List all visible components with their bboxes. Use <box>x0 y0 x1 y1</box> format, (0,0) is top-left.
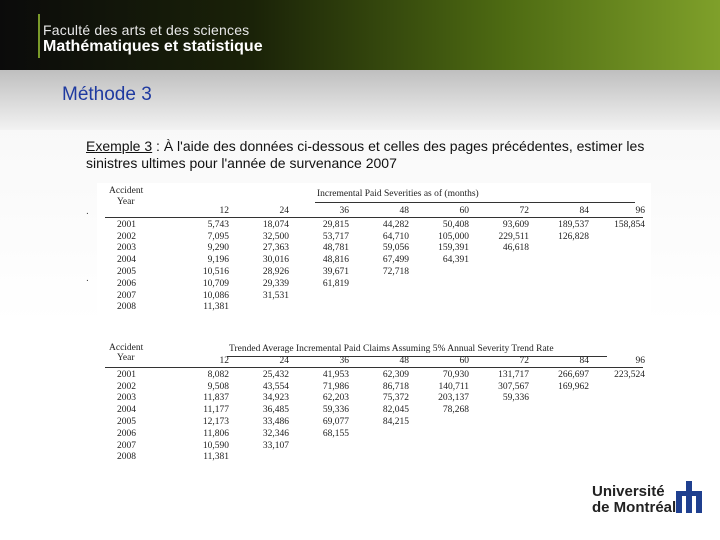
month-header-cell: 84 <box>579 355 589 366</box>
value-cell: 27,363 <box>262 243 289 254</box>
table2-body <box>97 369 645 463</box>
table-row <box>97 302 645 314</box>
table-row <box>97 428 645 440</box>
month-header-cell: 96 <box>635 355 645 366</box>
faculty-name: Faculté des arts et des sciences <box>43 22 250 38</box>
example-text: : À l'aide des données ci-dessous et celles des pages précédentes, estimer les sinistres ultimes pour l'année de survenance 2007 <box>86 138 645 171</box>
table-row <box>97 219 645 231</box>
value-cell <box>469 266 529 278</box>
value-cell <box>589 254 645 266</box>
value-cell: 203,137 <box>438 393 469 404</box>
value-cell: 29,815 <box>322 219 349 230</box>
value-cell: 11,381 <box>203 452 229 463</box>
value-cell <box>409 290 469 302</box>
accident-year-cell: 2005 <box>117 417 136 428</box>
accident-year-cell: 2007 <box>117 440 136 451</box>
value-cell: 44,282 <box>382 219 409 230</box>
accident-year-cell: 2001 <box>117 219 136 230</box>
value-cell: 11,806 <box>203 428 229 439</box>
month-header-cell: 84 <box>579 205 589 216</box>
value-cell: 11,177 <box>203 405 229 416</box>
value-cell: 68,155 <box>322 428 349 439</box>
value-cell <box>529 416 589 428</box>
month-header-cell: 48 <box>399 355 409 366</box>
value-cell <box>289 452 349 464</box>
value-cell <box>469 440 529 452</box>
value-cell: 10,086 <box>202 290 229 301</box>
value-cell <box>409 278 469 290</box>
value-cell: 43,554 <box>262 381 289 392</box>
table-row <box>97 369 645 381</box>
value-cell: 34,923 <box>262 393 289 404</box>
value-cell: 158,854 <box>614 219 645 230</box>
value-cell: 50,408 <box>442 219 469 230</box>
value-cell: 93,609 <box>502 219 529 230</box>
table-row <box>97 440 645 452</box>
value-cell <box>349 302 409 314</box>
value-cell: 159,391 <box>438 243 469 254</box>
table-row <box>97 381 645 393</box>
value-cell <box>349 452 409 464</box>
slide-title: Méthode 3 <box>62 84 152 105</box>
table-row <box>97 290 645 302</box>
value-cell: 53,717 <box>322 231 349 242</box>
intro-text <box>86 138 686 172</box>
month-header-cell: 24 <box>279 355 289 366</box>
accident-year-cell: 2002 <box>117 381 136 392</box>
value-cell: 229,511 <box>498 231 529 242</box>
value-cell <box>529 404 589 416</box>
value-cell <box>289 290 349 302</box>
value-cell: 10,709 <box>202 278 229 289</box>
month-header-cell: 96 <box>635 205 645 216</box>
table-row <box>97 452 645 464</box>
value-cell <box>469 254 529 266</box>
value-cell: 31,531 <box>262 290 289 301</box>
value-cell: 36,485 <box>262 405 289 416</box>
table-row <box>97 231 645 243</box>
value-cell: 11,837 <box>203 393 229 404</box>
month-header-cell: 36 <box>339 205 349 216</box>
value-cell <box>409 428 469 440</box>
value-cell <box>589 452 645 464</box>
table2-title: Trended Average Incremental Paid Claims Assuming 5% Annual Severity Trend Rate <box>229 344 554 354</box>
value-cell: 29,339 <box>262 278 289 289</box>
value-cell: 71,986 <box>322 381 349 392</box>
table-row <box>97 254 645 266</box>
month-header-row <box>163 355 645 367</box>
value-cell <box>409 416 469 428</box>
accident-year-cell: 2002 <box>117 231 136 242</box>
value-cell <box>349 290 409 302</box>
table-row <box>97 416 645 428</box>
value-cell <box>469 278 529 290</box>
value-cell: 59,336 <box>502 393 529 404</box>
value-cell <box>589 243 645 255</box>
header-rule <box>105 217 643 218</box>
value-cell <box>229 452 289 464</box>
value-cell: 46,618 <box>502 243 529 254</box>
accident-year-cell: 2001 <box>117 369 136 380</box>
header-divider <box>38 14 40 58</box>
bullet-dot: . <box>86 273 89 284</box>
logo-line1: Université <box>592 483 665 500</box>
accident-year-cell: 2007 <box>117 290 136 301</box>
value-cell <box>289 440 349 452</box>
universite-de-montreal-logo <box>590 475 715 520</box>
value-cell: 32,500 <box>262 231 289 242</box>
month-header-cell: 60 <box>459 355 469 366</box>
value-cell: 62,309 <box>382 369 409 380</box>
header-rule <box>105 367 643 368</box>
value-cell <box>589 231 645 243</box>
value-cell: 126,828 <box>558 231 589 242</box>
value-cell: 82,045 <box>382 405 409 416</box>
value-cell <box>589 416 645 428</box>
accident-year-cell: 2006 <box>117 428 136 439</box>
value-cell <box>409 302 469 314</box>
value-cell: 131,717 <box>498 369 529 380</box>
value-cell <box>529 302 589 314</box>
value-cell <box>469 452 529 464</box>
value-cell: 140,711 <box>438 381 469 392</box>
month-header-cell: 24 <box>279 205 289 216</box>
value-cell: 266,697 <box>558 369 589 380</box>
value-cell: 9,196 <box>207 255 229 266</box>
accident-year-cell: 2005 <box>117 267 136 278</box>
value-cell <box>529 393 589 405</box>
value-cell: 10,516 <box>202 267 229 278</box>
table-row <box>97 404 645 416</box>
value-cell: 223,524 <box>614 369 645 380</box>
value-cell <box>469 404 529 416</box>
value-cell <box>469 416 529 428</box>
value-cell: 61,819 <box>322 278 349 289</box>
value-cell: 189,537 <box>558 219 589 230</box>
value-cell: 39,671 <box>322 267 349 278</box>
accident-year-cell: 2004 <box>117 405 136 416</box>
value-cell <box>409 266 469 278</box>
value-cell <box>589 266 645 278</box>
value-cell <box>589 381 645 393</box>
value-cell: 72,718 <box>382 267 409 278</box>
data-table-image <box>97 183 651 466</box>
table-row <box>97 266 645 278</box>
value-cell: 9,290 <box>207 243 229 254</box>
value-cell: 30,016 <box>262 255 289 266</box>
value-cell: 67,499 <box>382 255 409 266</box>
value-cell <box>349 278 409 290</box>
year-header: Year <box>117 197 135 207</box>
value-cell: 11,381 <box>203 302 229 313</box>
accident-year-cell: 2008 <box>117 452 136 463</box>
value-cell: 307,567 <box>498 381 529 392</box>
value-cell: 48,816 <box>322 255 349 266</box>
value-cell: 12,173 <box>202 417 229 428</box>
month-header-cell: 12 <box>219 355 229 366</box>
value-cell: 84,215 <box>382 417 409 428</box>
title-underline <box>315 202 635 203</box>
value-cell: 59,336 <box>322 405 349 416</box>
value-cell <box>589 428 645 440</box>
value-cell: 8,082 <box>207 369 229 380</box>
logo-line2: de Montréal <box>592 499 677 516</box>
value-cell <box>589 302 645 314</box>
value-cell: 32,346 <box>262 428 289 439</box>
month-header-cell: 72 <box>519 355 529 366</box>
value-cell: 59,056 <box>382 243 409 254</box>
table-row <box>97 243 645 255</box>
value-cell: 105,000 <box>438 231 469 242</box>
value-cell <box>589 440 645 452</box>
value-cell: 62,203 <box>322 393 349 404</box>
value-cell: 9,508 <box>207 381 229 392</box>
accident-year-cell: 2004 <box>117 255 136 266</box>
value-cell <box>529 266 589 278</box>
value-cell <box>469 290 529 302</box>
accident-year-cell: 2008 <box>117 302 136 313</box>
value-cell: 33,107 <box>262 440 289 451</box>
value-cell <box>349 440 409 452</box>
month-header-cell: 36 <box>339 355 349 366</box>
value-cell <box>589 290 645 302</box>
value-cell: 69,077 <box>322 417 349 428</box>
value-cell: 64,391 <box>442 255 469 266</box>
value-cell <box>529 440 589 452</box>
accident-year-cell: 2003 <box>117 393 136 404</box>
value-cell: 7,095 <box>207 231 229 242</box>
value-cell: 28,926 <box>262 267 289 278</box>
value-cell <box>589 393 645 405</box>
value-cell: 70,930 <box>442 369 469 380</box>
accident-header: Accident <box>109 186 144 196</box>
value-cell <box>589 278 645 290</box>
value-cell <box>529 254 589 266</box>
value-cell: 78,268 <box>442 405 469 416</box>
month-header-cell: 12 <box>219 205 229 216</box>
value-cell <box>529 428 589 440</box>
value-cell <box>409 452 469 464</box>
value-cell <box>589 404 645 416</box>
value-cell: 86,718 <box>382 381 409 392</box>
example-label: Exemple 3 <box>86 138 153 154</box>
logo-emblem-icon <box>674 475 704 515</box>
value-cell <box>349 428 409 440</box>
year-header: Year <box>117 353 135 363</box>
value-cell: 75,372 <box>382 393 409 404</box>
value-cell: 10,590 <box>202 440 229 451</box>
value-cell: 64,710 <box>382 231 409 242</box>
month-header-row <box>163 205 645 217</box>
accident-header: Accident <box>109 343 144 353</box>
value-cell: 48,781 <box>322 243 349 254</box>
value-cell: 33,486 <box>262 417 289 428</box>
table1-body <box>97 219 645 313</box>
department-name: Mathématiques et statistique <box>43 38 263 55</box>
value-cell: 169,962 <box>558 381 589 392</box>
value-cell: 25,432 <box>262 369 289 380</box>
accident-year-cell: 2006 <box>117 278 136 289</box>
value-cell <box>529 243 589 255</box>
value-cell <box>469 428 529 440</box>
table-row <box>97 278 645 290</box>
value-cell <box>289 302 349 314</box>
value-cell: 5,743 <box>207 219 229 230</box>
bullet-dot: . <box>86 206 89 217</box>
value-cell <box>529 278 589 290</box>
value-cell <box>229 302 289 314</box>
value-cell <box>409 440 469 452</box>
month-header-cell: 60 <box>459 205 469 216</box>
month-header-cell: 48 <box>399 205 409 216</box>
accident-year-cell: 2003 <box>117 243 136 254</box>
month-header-cell: 72 <box>519 205 529 216</box>
table1-title: Incremental Paid Severities as of (months) <box>317 189 479 199</box>
value-cell <box>529 290 589 302</box>
table-row <box>97 393 645 405</box>
value-cell: 18,074 <box>262 219 289 230</box>
value-cell <box>469 302 529 314</box>
value-cell: 41,953 <box>322 369 349 380</box>
value-cell <box>529 452 589 464</box>
header-banner <box>0 0 720 70</box>
